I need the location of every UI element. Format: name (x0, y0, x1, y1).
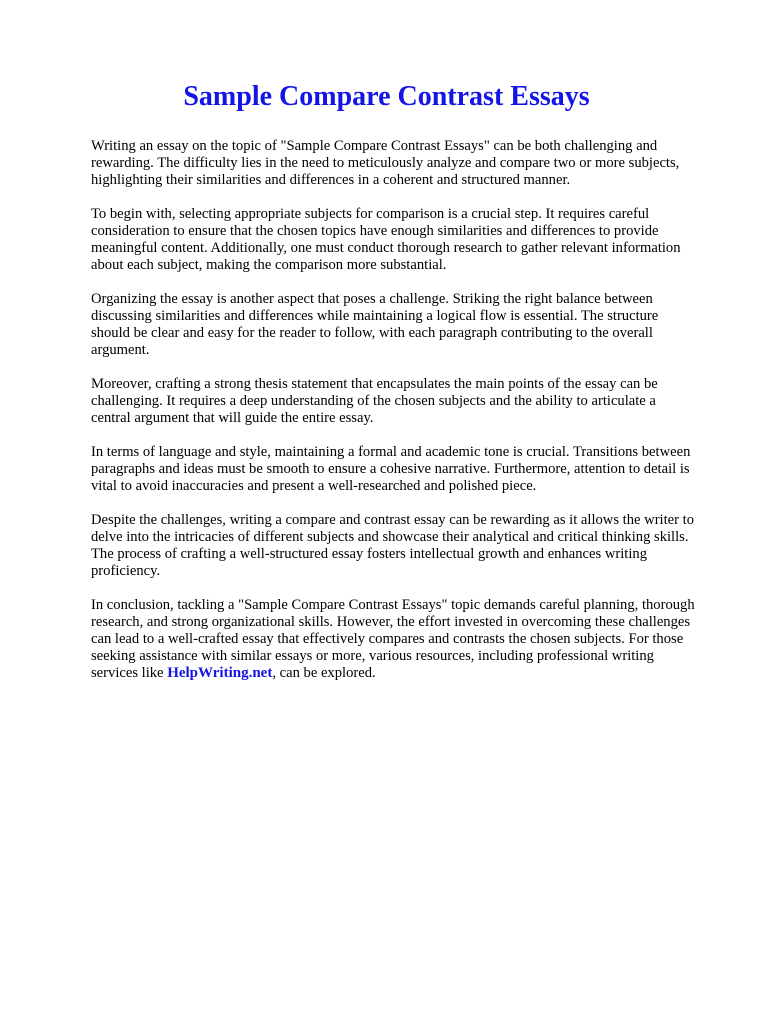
paragraph-language-style: In terms of language and style, maintaining a formal and academic tone is crucial. Transitions between paragraphs and ideas must be smooth to ensure a cohesive narrative. Furthermore, attention to detail is vital to avoid inaccuracies and present a well-researched and polished piece. (91, 444, 691, 494)
page-title: Sample Compare Contrast Essays (183, 81, 590, 112)
paragraph-organizing: Organizing the essay is another aspect that poses a challenge. Striking the right balance between discussing similarities and differences while maintaining a logical flow is essential. The structure should be clear and easy for the reader to follow, with each paragraph contributing to the overall argument. (91, 291, 659, 358)
conclusion-text: In conclusion, tackling a "Sample Compare Contrast Essays" topic demands careful planning, thorough research, and strong organizational skills. However, the effort invested in overcoming these challenges can lead to a well-crafted essay that effectively compares and contrasts the chosen subjects. For those seeking assistance with similar essays or more, various resources, including professional writing services like (91, 597, 695, 681)
paragraph-intro: Writing an essay on the topic of "Sample Compare Contrast Essays" can be both challenging and rewarding. The difficulty lies in the need to meticulously analyze and compare two or more subjects, highlighting their similarities and differences in a coherent and structured manner. (91, 138, 680, 188)
helpwriting-link[interactable]: HelpWriting.net (167, 665, 273, 681)
conclusion-tail: , can be explored. (272, 665, 376, 681)
paragraph-selecting-subjects: To begin with, selecting appropriate subjects for comparison is a crucial step. It requires careful consideration to ensure that the chosen topics have enough similarities and differences to provide meaningful content. Additionally, one must conduct thorough research to gather relevant information about each subject, making the comparison more substantial. (91, 206, 681, 273)
paragraph-rewards: Despite the challenges, writing a compare and contrast essay can be rewarding as it allows the writer to delve into the intricacies of different subjects and showcase their analytical and critical thinking skills. The process of crafting a well-structured essay fosters intellectual growth and enhances writing proficiency. (91, 512, 694, 579)
paragraph-thesis: Moreover, crafting a strong thesis statement that encapsulates the main points of the essay can be challenging. It requires a deep understanding of the chosen subjects and the ability to articulate a central argument that will guide the entire essay. (91, 376, 658, 426)
paragraph-conclusion (91, 597, 696, 682)
